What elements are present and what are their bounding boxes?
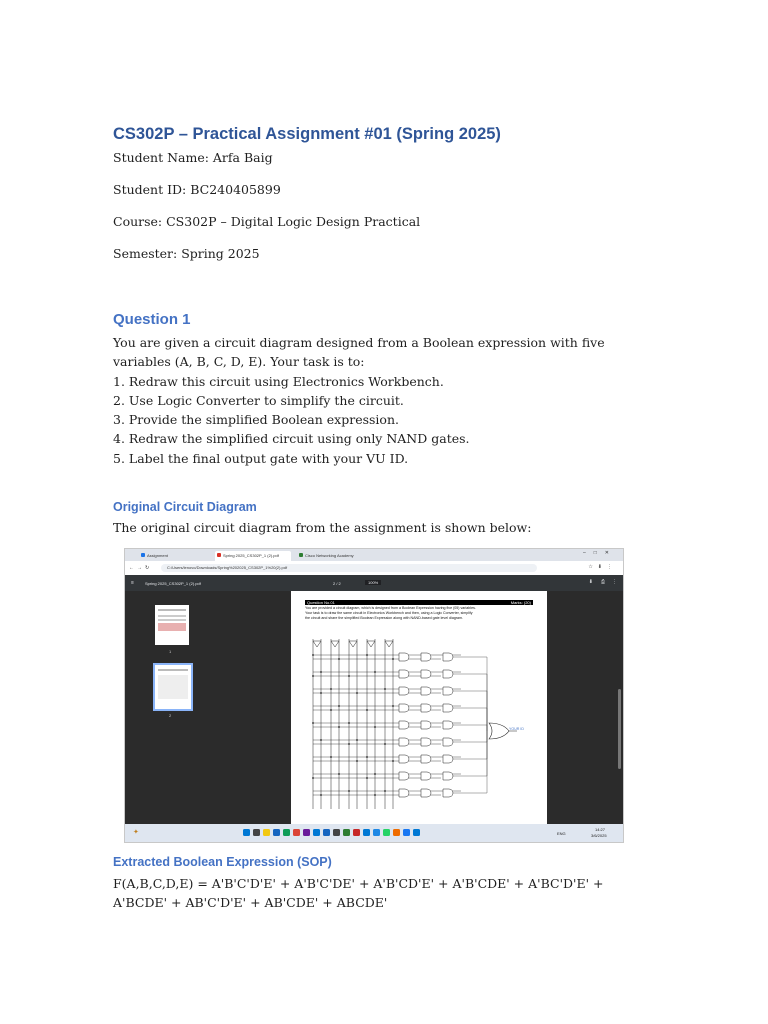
output-wire	[453, 725, 487, 731]
output-wire	[453, 731, 487, 776]
start-icon[interactable]: ✦	[133, 829, 139, 836]
student-name: Student Name: Arfa Baig	[113, 150, 273, 165]
junction-dot	[330, 709, 332, 711]
and-gate	[399, 738, 409, 746]
output-wire	[453, 708, 487, 731]
inverter-gate	[367, 641, 375, 647]
and-gate	[443, 755, 453, 763]
thumbnail-page-1[interactable]	[155, 605, 189, 645]
taskbar-app-icon[interactable]	[303, 829, 310, 836]
and-gate	[443, 721, 453, 729]
junction-dot	[384, 743, 386, 745]
and-gate	[443, 738, 453, 746]
menu-icon[interactable]: ≡	[131, 580, 134, 586]
and-gate	[399, 789, 409, 797]
question-body	[113, 333, 658, 468]
and-gate	[421, 789, 431, 797]
download-icon[interactable]: ⬇	[588, 579, 593, 585]
student-id: Student ID: BC240405899	[113, 182, 281, 197]
junction-dot	[312, 777, 314, 779]
pdf-question-text: You are provided a circuit diagram, which is designed from a Boolean Expression having five (05) variables. Your task is to draw the same circuit in Electronics Workbench and then, using a Logic Converter, simplify the circuit and share the simplified Boolean Expression along with NAND-based gate level diagram.	[305, 606, 476, 621]
junction-dot	[366, 654, 368, 656]
junction-dot	[320, 739, 322, 741]
clock[interactable]: 14:27	[595, 827, 606, 832]
junction-dot	[348, 675, 350, 677]
junction-dot	[338, 726, 340, 728]
taskbar-app-icon[interactable]	[293, 829, 300, 836]
junction-dot	[320, 692, 322, 694]
junction-dot	[366, 777, 368, 779]
tab-favicon-icon	[299, 553, 303, 557]
and-gate	[443, 653, 453, 661]
inverter-gate	[313, 641, 321, 647]
page-indicator[interactable]: 2 / 2	[333, 581, 341, 586]
your-id-label: YOUR ID	[509, 727, 524, 731]
thumbnail-label: 2	[169, 713, 172, 718]
taskbar-app-icon[interactable]	[313, 829, 320, 836]
circuit-caption: The original circuit diagram from the assignment is shown below:	[113, 520, 532, 535]
and-gate	[421, 704, 431, 712]
and-gate	[399, 670, 409, 678]
inverter-gate	[385, 641, 393, 647]
zoom-level[interactable]: 100%	[365, 580, 381, 585]
taskbar	[125, 824, 623, 842]
junction-dot	[348, 790, 350, 792]
question-heading: Question 1	[113, 311, 191, 328]
taskbar-app-icon[interactable]	[283, 829, 290, 836]
and-gate	[399, 755, 409, 763]
date[interactable]: 3/6/2025	[591, 833, 607, 838]
taskbar-app-icon[interactable]	[253, 829, 260, 836]
junction-dot	[348, 743, 350, 745]
and-gate	[443, 670, 453, 678]
tab-favicon-icon	[217, 553, 221, 557]
scrollbar[interactable]	[618, 689, 621, 769]
and-gate	[421, 772, 431, 780]
language-indicator[interactable]: ENG	[557, 831, 566, 836]
output-wire	[453, 731, 487, 742]
and-gate	[443, 772, 453, 780]
taskbar-app-icon[interactable]	[393, 829, 400, 836]
sop-expression: F(A,B,C,D,E) = A'B'C'D'E' + A'B'C'DE' + A'B'CD'E' + A'B'CDE' + A'BC'D'E' + A'BCDE' + AB'C'D'E' + AB'CDE' + ABCDE'	[113, 876, 604, 911]
address-bar[interactable]: C:/Users/lenovo/Downloads/Spring%202025_CS302P_1%20(2).pdf	[161, 564, 537, 572]
junction-dot	[330, 688, 332, 690]
taskbar-app-icon[interactable]	[363, 829, 370, 836]
and-gate	[421, 653, 431, 661]
and-gate	[399, 653, 409, 661]
circuit-screenshot	[124, 548, 624, 843]
tab-favicon-icon	[141, 553, 145, 557]
taskbar-app-icon[interactable]	[273, 829, 280, 836]
junction-dot	[320, 794, 322, 796]
more-icon[interactable]: ⋮	[612, 579, 617, 585]
junction-dot	[312, 675, 314, 677]
or-gate	[489, 723, 509, 739]
taskbar-app-icon[interactable]	[403, 829, 410, 836]
question-step: 3. Provide the simplified Boolean expression.	[113, 412, 399, 428]
junction-dot	[348, 722, 350, 724]
browser-tab-active[interactable]: Spring 2025_CS302P_1 (2).pdf	[215, 551, 291, 561]
junction-dot	[374, 773, 376, 775]
semester: Semester: Spring 2025	[113, 246, 260, 261]
window-controls[interactable]: –□✕	[583, 550, 617, 556]
junction-dot	[356, 739, 358, 741]
taskbar-app-icon[interactable]	[333, 829, 340, 836]
junction-dot	[366, 709, 368, 711]
thumbnail-label: 1	[169, 649, 172, 654]
junction-dot	[338, 658, 340, 660]
output-wire	[453, 731, 487, 759]
inverter-gate	[331, 641, 339, 647]
pdf-title: Spring 2025_CS302P_1 (2).pdf	[145, 581, 201, 586]
junction-dot	[392, 658, 394, 660]
junction-dot	[374, 726, 376, 728]
browser-tab[interactable]: Cisco Networking Academy	[297, 551, 373, 560]
nav-buttons[interactable]: ←→↻	[129, 565, 153, 571]
and-gate	[421, 721, 431, 729]
print-icon[interactable]: ⎙	[600, 579, 605, 585]
junction-dot	[356, 760, 358, 762]
question-label-bar: Question No.01 Marks: (20)	[307, 600, 531, 605]
output-wire	[453, 674, 487, 731]
sop-heading: Extracted Boolean Expression (SOP)	[113, 855, 332, 869]
question-step: 1. Redraw this circuit using Electronics Workbench.	[113, 373, 444, 389]
junction-dot	[384, 688, 386, 690]
browser-tabstrip	[125, 549, 623, 561]
taskbar-app-icon[interactable]	[373, 829, 380, 836]
junction-dot	[384, 790, 386, 792]
thumbnail-sidebar	[125, 591, 221, 824]
browser-toolbar	[125, 561, 623, 575]
question-step: 5. Label the final output gate with your VU ID.	[113, 450, 409, 466]
and-gate	[421, 670, 431, 678]
junction-dot	[366, 756, 368, 758]
junction-dot	[356, 692, 358, 694]
junction-dot	[338, 773, 340, 775]
junction-dot	[374, 794, 376, 796]
and-gate	[399, 704, 409, 712]
junction-dot	[330, 756, 332, 758]
taskbar-app-icon[interactable]	[383, 829, 390, 836]
junction-dot	[338, 705, 340, 707]
and-gate	[443, 687, 453, 695]
circuit-diagram	[291, 591, 547, 824]
and-gate	[399, 721, 409, 729]
junction-dot	[312, 654, 314, 656]
and-gate	[443, 704, 453, 712]
taskbar-app-icon[interactable]	[323, 829, 330, 836]
and-gate	[443, 789, 453, 797]
taskbar-app-icon[interactable]	[343, 829, 350, 836]
pdf-toolbar	[125, 575, 623, 591]
and-gate	[399, 687, 409, 695]
inverter-gate	[349, 641, 357, 647]
question-step: 4. Redraw the simplified circuit using only NAND gates.	[113, 431, 470, 447]
toolbar-icons[interactable]: ☆⬇⋮	[588, 564, 617, 570]
course: Course: CS302P – Digital Logic Design Practical	[113, 214, 421, 229]
question-intro: You are given a circuit diagram designed from a Boolean expression with five variables (A, B, C, D, E). Your task is to:	[113, 335, 605, 370]
pdf-page	[291, 591, 547, 824]
junction-dot	[312, 722, 314, 724]
and-gate	[421, 687, 431, 695]
junction-dot	[320, 671, 322, 673]
taskbar-app-icon[interactable]	[263, 829, 270, 836]
output-wire	[453, 657, 487, 731]
and-gate	[421, 755, 431, 763]
thumbnail-page-2[interactable]	[153, 663, 193, 711]
taskbar-app-icon[interactable]	[243, 829, 250, 836]
junction-dot	[392, 705, 394, 707]
browser-tab[interactable]: Assignment	[139, 551, 209, 560]
taskbar-app-icon[interactable]	[413, 829, 420, 836]
circuit-heading: Original Circuit Diagram	[113, 500, 257, 514]
junction-dot	[392, 760, 394, 762]
and-gate	[399, 772, 409, 780]
and-gate	[421, 738, 431, 746]
page-title: CS302P – Practical Assignment #01 (Spring 2025)	[113, 125, 501, 143]
question-step: 2. Use Logic Converter to simplify the circuit.	[113, 392, 404, 408]
output-wire	[453, 731, 487, 793]
taskbar-app-icon[interactable]	[353, 829, 360, 836]
junction-dot	[374, 671, 376, 673]
taskbar-apps[interactable]	[243, 829, 423, 837]
